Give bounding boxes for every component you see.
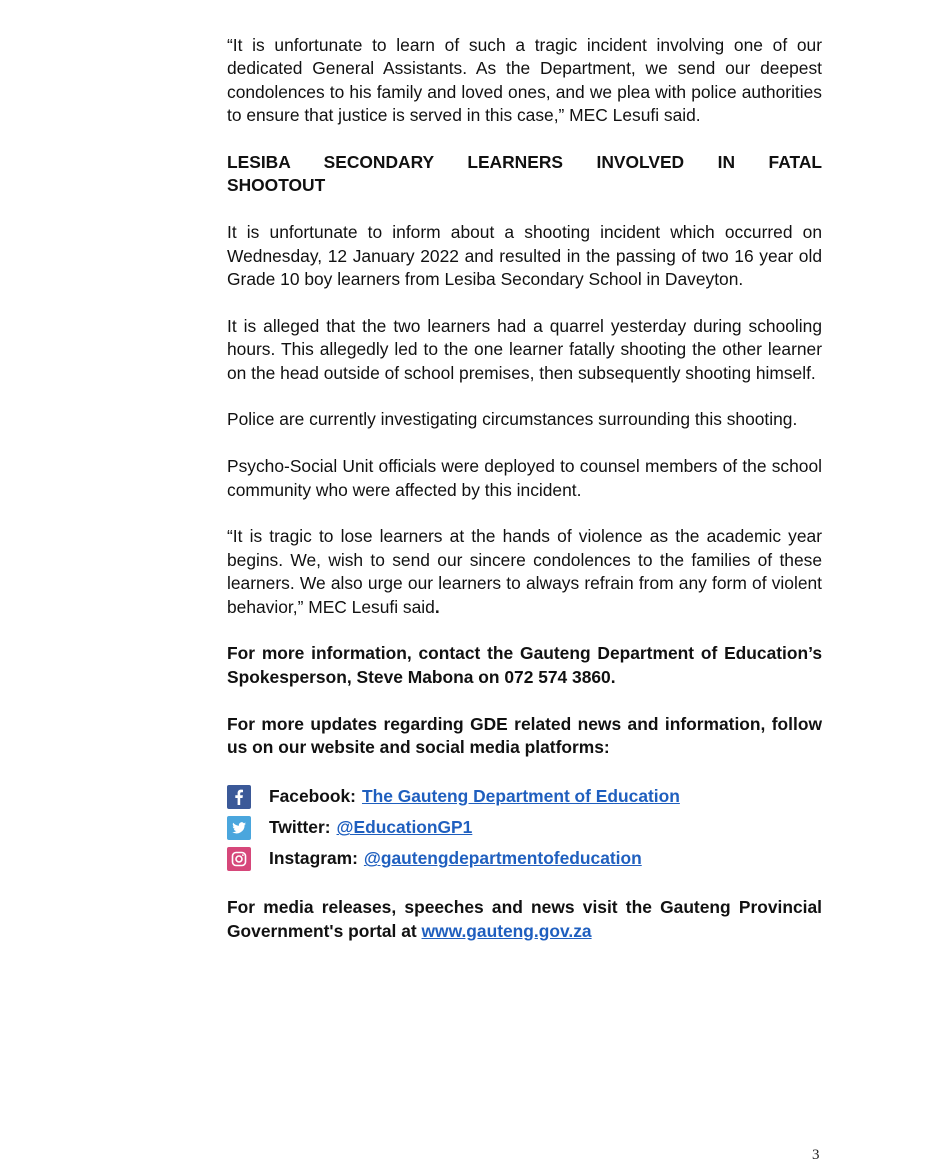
paragraph-police: Police are currently investigating circumstances surrounding this shooting. — [227, 409, 798, 430]
paragraph-allegation: It is alleged that the two learners had a quarrel yesterday during schooling hours. This allegedly led to the one learner fatally shooting the other learner on the head outside of school premises, then subsequently shooting himself. — [227, 315, 822, 383]
social-row-twitter — [227, 812, 822, 843]
paragraph-psycho-social: Psycho-Social Unit officials were deployed to counsel members of the school community who were affected by this incident. — [227, 456, 822, 500]
twitter-label: Twitter: — [269, 817, 331, 838]
document-page — [227, 34, 822, 943]
quote-2-end: . — [434, 596, 440, 617]
updates-paragraph: For more updates regarding GDE related news and information, follow us on our website and social media platforms: — [227, 713, 822, 758]
media-text: For media releases, speeches and news visit the Gauteng Provincial Government's portal at — [227, 897, 822, 941]
social-row-facebook — [227, 781, 822, 812]
contact-paragraph: For more information, contact the Gauteng Department of Education’s Spokesperson, Steve Mabona on 072 574 3860. — [227, 643, 822, 687]
quote-2-text: “It is tragic to lose learners at the hands of violence as the academic year begins. We, wish to send our sincere condolences to the families of these learners. We also urge our learners to always refrain from any form of violent behavior,” MEC Lesufi said — [227, 526, 822, 617]
quote-paragraph-2 — [227, 525, 822, 619]
twitter-icon — [227, 816, 251, 840]
twitter-link[interactable]: @EducationGP1 — [336, 817, 473, 838]
gauteng-portal-link[interactable]: www.gauteng.gov.za — [421, 920, 592, 941]
facebook-icon — [227, 785, 251, 809]
section-heading-line-1: LESIBA SECONDARY LEARNERS INVOLVED IN FATAL — [227, 152, 822, 173]
instagram-label: Instagram: — [269, 848, 358, 869]
quote-paragraph-1: “It is unfortunate to learn of such a tragic incident involving one of our dedicated General Assistants. As the Department, we send our deepest condolences to his family and loved ones, and we plea with police authorities to ensure that justice is served in this case,” MEC Lesufi said. — [227, 35, 822, 126]
page-number: 3 — [812, 1147, 820, 1163]
social-row-instagram — [227, 843, 822, 874]
paragraph-incident: It is unfortunate to inform about a shooting incident which occurred on Wednesday, 12 January 2022 and resulted in the passing of two 16 year old Grade 10 boy learners from Lesiba Secondary School in Daveyton. — [227, 222, 822, 290]
facebook-label: Facebook: — [269, 786, 356, 807]
section-heading — [227, 151, 822, 198]
media-paragraph — [227, 896, 822, 943]
social-media-list — [227, 781, 822, 874]
instagram-link[interactable]: @gautengdepartmentofeducation — [363, 848, 642, 869]
facebook-link[interactable]: The Gauteng Department of Education — [361, 786, 680, 807]
instagram-icon — [227, 847, 251, 871]
section-heading-line-2: SHOOTOUT — [227, 175, 326, 196]
